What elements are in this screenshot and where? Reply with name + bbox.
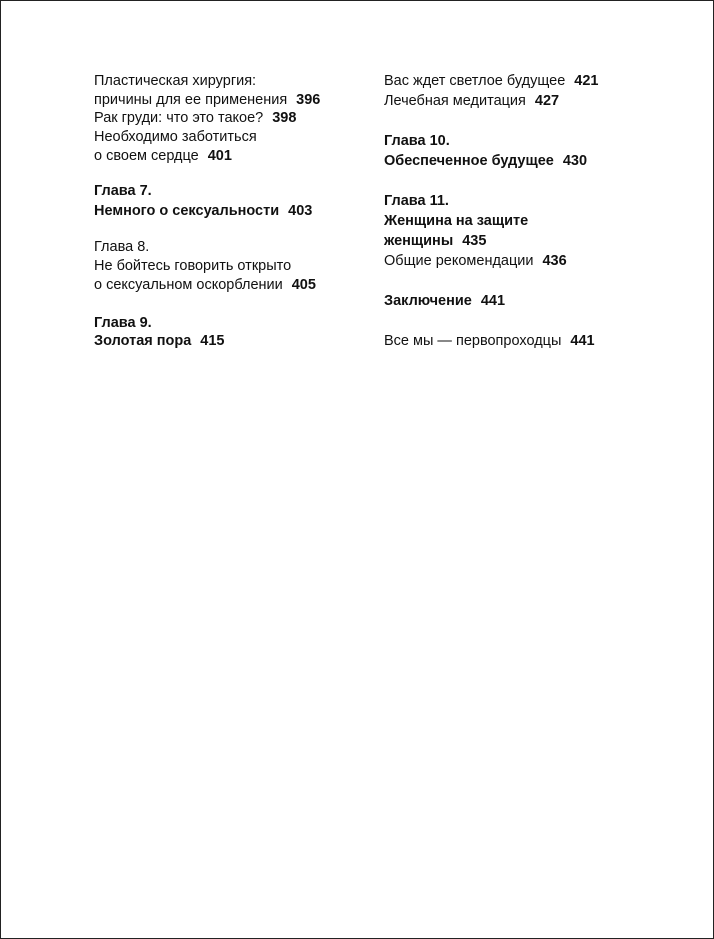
page-number: 441 — [570, 333, 595, 349]
entry-text: Необходимо заботиться — [94, 129, 257, 145]
page-number: 436 — [542, 253, 567, 269]
page-number: 398 — [272, 110, 297, 126]
chapter-title — [384, 212, 528, 230]
entry-text: о сексуальном оскорблении — [94, 277, 283, 293]
chapter-label: Глава 9. — [94, 315, 152, 331]
page-number: 427 — [534, 93, 560, 109]
toc-entry-line — [94, 128, 257, 146]
toc-entry-line — [384, 252, 567, 270]
chapter-label: Глава 7. — [94, 183, 152, 199]
page-number: 396 — [296, 92, 321, 108]
page-number: 421 — [574, 73, 599, 89]
chapter-label: Глава 11. — [384, 193, 449, 209]
entry-text: Женщина на защите — [384, 213, 529, 229]
chapter-label: Глава 10. — [384, 133, 450, 149]
page-number: 405 — [291, 277, 316, 293]
entry-text: Пластическая хирургия: — [94, 73, 257, 89]
chapter-title — [94, 276, 316, 294]
page-number: 401 — [207, 148, 232, 164]
toc-entry-line — [384, 332, 595, 350]
entry-text: Лечебная медитация — [384, 93, 526, 109]
entry-text: причины для ее применения — [94, 92, 288, 108]
page-number: 430 — [562, 153, 588, 169]
toc-entry-line — [94, 72, 256, 90]
entry-text: Золотая пора — [94, 333, 192, 349]
chapter-title — [94, 332, 225, 350]
entry-text: Вас ждет светлое будущее — [384, 73, 566, 89]
entry-text: Не бойтесь говорить открыто — [94, 258, 292, 274]
entry-text: Рак груди: что это такое? — [94, 110, 264, 126]
chapter-title — [94, 257, 291, 275]
entry-text: Все мы — первопроходцы — [384, 333, 562, 349]
page-number: 415 — [200, 333, 225, 349]
page-number: 403 — [288, 203, 313, 219]
chapter-label: Глава 8. — [94, 239, 150, 255]
entry-text: Немного о сексуальности — [94, 203, 280, 219]
entry-text: Обеспеченное будущее — [384, 153, 554, 169]
page-number: 435 — [462, 233, 487, 249]
conclusion-title — [384, 292, 505, 310]
toc-entry-line — [94, 91, 320, 109]
entry-text: Общие рекомендации — [384, 253, 534, 269]
entry-text: Заключение — [384, 293, 472, 309]
toc-entry-line — [94, 109, 296, 127]
chapter-title — [384, 152, 587, 170]
chapter-title — [384, 232, 486, 250]
entry-text: о своем сердце — [94, 148, 199, 164]
toc-entry-line — [94, 147, 232, 165]
page-number: 441 — [480, 293, 506, 309]
toc-entry-line — [384, 92, 559, 110]
chapter-title — [94, 202, 312, 220]
toc-entry-line — [384, 72, 598, 90]
entry-text: женщины — [384, 233, 454, 249]
